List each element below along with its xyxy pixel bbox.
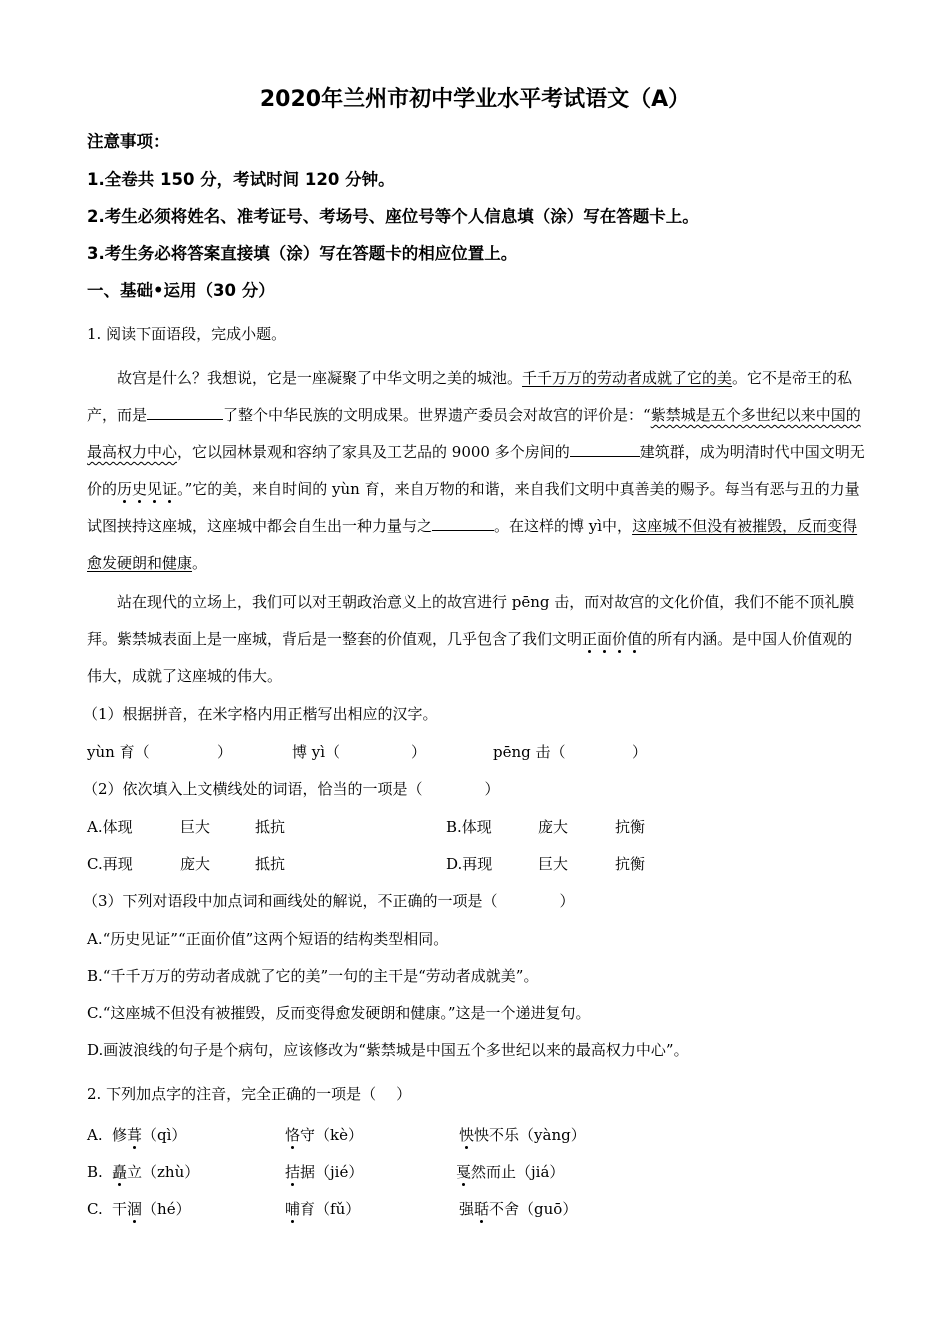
option-d-word-3: 抗衡 (615, 855, 646, 873)
sub-question-1-stem: （1）根据拼音，在米字格内用正楷写出相应的汉字。 (83, 705, 438, 723)
section-heading: 一、基础•运用（30 分） (87, 281, 275, 300)
sub3-option-d: D.画波浪线的句子是个病句，应该修改为“紫禁城是中国五个多世纪以来的最高权力中心”。 (87, 1041, 689, 1059)
blank-1 (147, 405, 223, 420)
q2-option-a-label: A. (87, 1126, 103, 1144)
blank-3 (432, 516, 494, 531)
q2-option-a-word-3: 怏怏不乐（yàng） (459, 1126, 586, 1144)
q2-option-b-word-3: 戛然而止（jiá） (456, 1163, 565, 1181)
option-d-word-2: 巨大 (538, 855, 569, 873)
pinyin-close-1: ） (217, 743, 233, 761)
sub3-option-a: A.“历史见证”“正面价值”这两个短语的结构类型相同。 (87, 930, 449, 948)
sub3-option-c: C.“这座城不但没有被摧毁，反而变得愈发硬朗和健康。”这是一个递进复句。 (87, 1004, 591, 1022)
option-c-word-2: 庞大 (180, 855, 211, 873)
dotted-char: 历 (117, 480, 133, 498)
sub-question-3-stem: （3）下列对语段中加点词和画线处的解说，不正确的一项是（ ） (83, 892, 575, 910)
dotted-char: 正 (582, 630, 598, 648)
page-title: 2020年兰州市初中学业水平考试语文（A） (259, 87, 691, 112)
underlined-sentence: 千千万万的劳动者成就了它的美 (522, 369, 733, 387)
dotted-char: 见 (147, 480, 163, 498)
wavy-sentence: 紫禁城是五个多世纪以来中国的最高权力中心 (87, 406, 861, 461)
option-b-word-2: 庞大 (538, 818, 569, 836)
passage-paragraph-1: 故宫是什么？我想说，它是一座凝聚了中华文明之美的城池。千千万万的劳动者成就了它的美。它不是帝王的私产，而是 了整个中华民族的文明成果。世界遗产委员会对故宫的评价是：“紫禁城是五个多世纪以来中国的最高权力中心，它以园林景观和容纳了家具及工艺品的 9000 多个房间的 建筑群，成为明清时代中国文明无价的历史见证。”它的美，来自时间的 yùn 育，来自万物的和谐，来自我们文明中真善美的赐予。每当有恶与丑的力量试图挟持这座城，这座城中都会自生出一种力量与之 。在这样的博 yì中，这座城不但没有被摧毁，反而变得愈发硬朗和健康。 (87, 369, 865, 572)
blank-2 (570, 442, 640, 457)
q2-option-b-label: B. (87, 1163, 103, 1181)
q2-option-c-word-2: 哺育（fǔ） (285, 1200, 361, 1218)
pinyin-item-1: yùn 育（ (87, 743, 150, 761)
question-1-stem: 1. 阅读下面语段，完成小题。 (87, 325, 287, 343)
pinyin-close-2: ） (411, 743, 427, 761)
dotted-char: 证 (162, 480, 178, 498)
option-b-word-3: 抗衡 (615, 818, 646, 836)
option-c-word-3: 抵抗 (255, 855, 286, 873)
notice-item-2: 2.考生必须将姓名、准考证号、考场号、座位号等个人信息填（涂）写在答题卡上。 (87, 207, 699, 226)
underlined-sentence-2: 这座城不但没有被摧毁，反而变得愈发硬朗和健康 (87, 517, 858, 572)
q2-option-c-word-3: 强聒不舍（guō） (459, 1200, 578, 1218)
option-a-word-2: 巨大 (180, 818, 211, 836)
notice-heading: 注意事项： (87, 132, 170, 151)
q2-option-c-label: C. (87, 1200, 103, 1218)
q2-option-a-word-2: 恪守（kè） (285, 1126, 363, 1144)
dotted-char: 价 (612, 630, 628, 648)
option-a-word-3: 抵抗 (255, 818, 286, 836)
q2-option-b-word-1: 矗立（zhù） (112, 1163, 200, 1181)
q2-option-c-word-1: 干涸（hé） (112, 1200, 191, 1218)
pinyin-item-3: pēng 击（ (493, 743, 566, 761)
sub-question-2-stem: （2）依次填入上文横线处的词语，恰当的一项是（ ） (83, 780, 500, 798)
sub3-option-b: B.“千千万万的劳动者成就了它的美”一句的主干是“劳动者成就美”。 (87, 967, 539, 985)
dotted-char: 值 (627, 630, 643, 648)
passage-paragraph-2: 站在现代的立场上，我们可以对王朝政治意义上的故宫进行 pēng 击，而对故宫的文化价值，我们不能不顶礼膜拜。紫禁城表面上是一座城，背后是一整套的价值观，几乎包含了我们文明正面价值的所有内涵。是中国人价值观的伟大，成就了这座城的伟大。 (87, 593, 855, 685)
dotted-char: 面 (597, 630, 613, 648)
q2-option-b-word-2: 拮据（jié） (285, 1163, 364, 1181)
question-2-stem: 2. 下列加点字的注音，完全正确的一项是（ ） (87, 1085, 412, 1103)
option-d: D.再现 (446, 855, 493, 873)
pinyin-item-2: 博 yì（ (292, 743, 341, 761)
pinyin-close-3: ） (632, 743, 648, 761)
option-a: A.体现 (87, 818, 133, 836)
notice-item-1: 1.全卷共 150 分，考试时间 120 分钟。 (87, 170, 395, 189)
option-b: B.体现 (446, 818, 492, 836)
notice-item-3: 3.考生务必将答案直接填（涂）写在答题卡的相应位置上。 (87, 244, 518, 263)
q2-option-a-word-1: 修葺（qì） (112, 1126, 187, 1144)
dotted-char: 史 (132, 480, 148, 498)
option-c: C.再现 (87, 855, 133, 873)
